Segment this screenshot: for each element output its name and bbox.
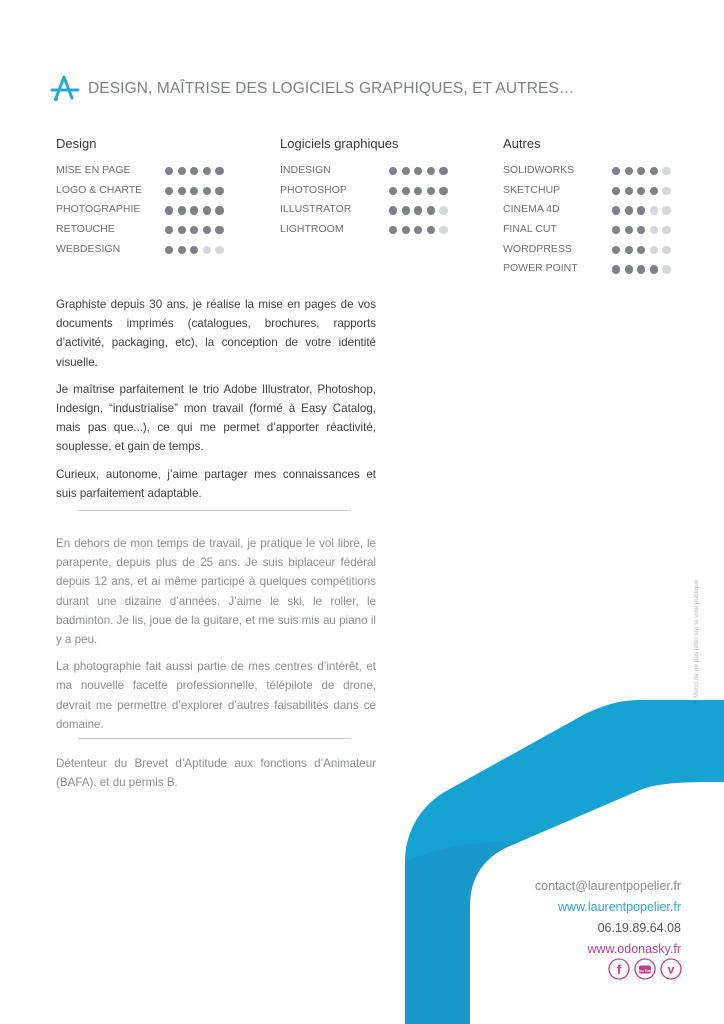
rating-dot-empty: [662, 167, 670, 175]
divider: [78, 510, 351, 511]
rating-dot-empty: [650, 226, 658, 234]
rating-dot-filled: [439, 187, 447, 195]
skill-level-rating: [612, 226, 671, 234]
rating-dot-filled: [165, 226, 173, 234]
rating-dot-empty: [439, 206, 447, 214]
vimeo-icon[interactable]: [660, 958, 682, 980]
youtube-icon[interactable]: [634, 958, 656, 980]
skill-row: [56, 201, 246, 221]
contact-block: [535, 876, 681, 960]
rating-dot-filled: [389, 167, 397, 175]
skill-name: PHOTOGRAPHIE: [56, 203, 141, 216]
rating-dot-empty: [203, 246, 211, 254]
skill-name: LIGHTROOM: [280, 223, 344, 236]
skill-level-rating: [389, 206, 448, 214]
skills-column-others: [503, 134, 693, 280]
rating-dot-filled: [203, 167, 211, 175]
skills-column-software: [280, 134, 470, 241]
skill-name: POWER POINT: [503, 262, 578, 275]
rating-dot-empty: [215, 246, 223, 254]
rating-dot-filled: [190, 226, 198, 234]
rating-dot-filled: [402, 206, 410, 214]
vertical-note-text: Merci de ne pas jeter sur la voie publique: [693, 579, 700, 698]
rating-dot-filled: [414, 226, 422, 234]
contact-website-2[interactable]: www.odonasky.fr: [587, 942, 681, 956]
skill-name: CINEMA 4D: [503, 203, 560, 216]
skills-column-design: [56, 134, 246, 260]
skill-level-rating: [389, 187, 448, 195]
rating-dot-filled: [625, 167, 633, 175]
rating-dot-filled: [414, 187, 422, 195]
rating-dot-filled: [625, 206, 633, 214]
column-title: Design: [56, 136, 97, 151]
skill-row: [503, 221, 693, 241]
rating-dot-empty: [439, 226, 447, 234]
skill-name: ILLUSTRATOR: [280, 203, 352, 216]
skill-level-rating: [165, 246, 224, 254]
rating-dot-filled: [650, 265, 658, 273]
rating-dot-filled: [414, 167, 422, 175]
rating-dot-filled: [625, 187, 633, 195]
skill-row: [503, 260, 693, 280]
skill-level-rating: [165, 226, 224, 234]
skill-row: [280, 221, 470, 241]
rating-dot-filled: [178, 187, 186, 195]
skill-level-rating: [389, 226, 448, 234]
rating-dot-filled: [625, 246, 633, 254]
rating-dot-filled: [190, 246, 198, 254]
rating-dot-filled: [165, 206, 173, 214]
rating-dot-filled: [414, 206, 422, 214]
rating-dot-filled: [215, 167, 223, 175]
svg-text:v: v: [667, 962, 675, 977]
rating-dot-filled: [650, 187, 658, 195]
rating-dot-filled: [625, 226, 633, 234]
skill-name: MISE EN PAGE: [56, 164, 131, 176]
vertical-note: [691, 540, 703, 700]
skill-name: SKETCHUP: [503, 183, 561, 196]
rating-dot-filled: [427, 226, 435, 234]
skill-level-rating: [612, 246, 671, 254]
rating-dot-filled: [427, 167, 435, 175]
rating-dot-empty: [662, 246, 670, 254]
rating-dot-empty: [650, 206, 658, 214]
skill-level-rating: [612, 265, 671, 273]
rating-dot-filled: [402, 187, 410, 195]
rating-dot-filled: [203, 206, 211, 214]
column-title: Logiciels graphiques: [280, 136, 399, 151]
intro-text: [56, 295, 376, 511]
rating-dot-filled: [389, 187, 397, 195]
rating-dot-filled: [612, 187, 620, 195]
rating-dot-filled: [402, 167, 410, 175]
rating-dot-filled: [215, 187, 223, 195]
divider: [78, 738, 351, 739]
app-store-logo-icon: [50, 74, 80, 104]
hobbies-text: [56, 534, 376, 742]
skill-name: WORDPRESS: [503, 242, 572, 255]
skill-row: [503, 182, 693, 202]
rating-dot-filled: [427, 187, 435, 195]
skill-row: [280, 162, 470, 182]
rating-dot-filled: [178, 226, 186, 234]
skill-name: FINAL CUT: [503, 223, 557, 236]
rating-dot-filled: [637, 187, 645, 195]
skill-level-rating: [612, 167, 671, 175]
rating-dot-empty: [662, 187, 670, 195]
rating-dot-filled: [650, 167, 658, 175]
hobbies-paragraph: En dehors de mon temps de travail, je pratique le vol libre, le parapente, depuis plus de 25 ans. Je suis biplaceur fédéral depuis 12 ans, et ai même participé à quelques compétitions durant une dizaine d’années. J’aime le ski, le roller, le badminton. Je lis, joue de la guitare, et me suis mis au piano il y a peu.: [56, 537, 376, 647]
skill-row: [56, 241, 246, 261]
rating-dot-filled: [165, 246, 173, 254]
rating-dot-filled: [612, 246, 620, 254]
skill-name: SOLIDWORKS: [503, 164, 575, 176]
rating-dot-filled: [203, 226, 211, 234]
skill-name: RETOUCHE: [56, 223, 115, 236]
rating-dot-filled: [625, 265, 633, 273]
rating-dot-filled: [637, 226, 645, 234]
svg-text:f: f: [616, 962, 622, 977]
rating-dot-filled: [637, 246, 645, 254]
rating-dot-filled: [178, 167, 186, 175]
column-title: Autres: [503, 136, 541, 151]
svg-text:You Tube: You Tube: [637, 969, 653, 973]
skill-level-rating: [389, 167, 448, 175]
social-links: [608, 958, 682, 980]
rating-dot-filled: [203, 187, 211, 195]
rating-dot-filled: [637, 206, 645, 214]
skill-level-rating: [165, 206, 224, 214]
skill-row: [280, 182, 470, 202]
section-title: DESIGN, MAÎTRISE DES LOGICIELS GRAPHIQUES, ET AUTRES…: [88, 80, 575, 97]
skill-name: WEBDESIGN: [56, 242, 121, 255]
rating-dot-filled: [389, 226, 397, 234]
intro-paragraph: Je maîtrise parfaitement le trio Adobe Illustrator, Photoshop, Indesign, “industrialise” mon travail (formé à Easy Catalog, mais pas que...), ce qui me permet d’apporter réactivité, souplesse, et gain de temps.: [56, 382, 376, 454]
rating-dot-filled: [389, 206, 397, 214]
skill-row: [280, 201, 470, 221]
rating-dot-empty: [662, 265, 670, 273]
rating-dot-filled: [439, 167, 447, 175]
skill-row: [503, 162, 693, 182]
contact-email[interactable]: contact@laurentpopelier.fr: [534, 879, 681, 893]
rating-dot-filled: [637, 167, 645, 175]
skill-row: [56, 221, 246, 241]
extra-text: [56, 754, 376, 800]
facebook-icon[interactable]: [608, 958, 630, 980]
rating-dot-filled: [402, 226, 410, 234]
skill-level-rating: [165, 167, 224, 175]
skill-row: [56, 162, 246, 182]
rating-dot-filled: [165, 187, 173, 195]
rating-dot-filled: [190, 187, 198, 195]
rating-dot-filled: [215, 206, 223, 214]
rating-dot-filled: [612, 226, 620, 234]
intro-paragraph: Graphiste depuis 30 ans, je réalise la mise en pages de vos documents imprimés (catalogues, brochures, rapports d’activité, packaging, etc), la conception de votre identité visuelle.: [56, 298, 376, 369]
rating-dot-filled: [178, 246, 186, 254]
rating-dot-filled: [427, 206, 435, 214]
extra-paragraph: Détenteur du Brevet d’Aptitude aux fonctions d’Animateur (BAFA), et du permis B.: [56, 757, 376, 790]
skill-level-rating: [612, 206, 671, 214]
rating-dot-filled: [612, 167, 620, 175]
skill-level-rating: [165, 187, 224, 195]
contact-website[interactable]: www.laurentpopelier.fr: [558, 900, 681, 914]
skill-name: LOGO & CHARTE: [56, 183, 143, 196]
rating-dot-filled: [190, 206, 198, 214]
rating-dot-empty: [662, 206, 670, 214]
skill-name: INDESIGN: [280, 164, 331, 176]
rating-dot-filled: [215, 226, 223, 234]
rating-dot-empty: [650, 246, 658, 254]
rating-dot-filled: [612, 265, 620, 273]
rating-dot-filled: [637, 265, 645, 273]
rating-dot-filled: [178, 206, 186, 214]
intro-paragraph: Curieux, autonome, j’aime partager mes connaissances et suis parfaitement adaptable.: [56, 467, 376, 500]
skill-row: [503, 241, 693, 261]
contact-phone: 06.19.89.64.08: [597, 921, 681, 935]
rating-dot-filled: [190, 167, 198, 175]
rating-dot-filled: [612, 206, 620, 214]
rating-dot-empty: [662, 226, 670, 234]
hobbies-paragraph: La photographie fait aussi partie de mes centres d’intérêt, et ma nouvelle facette professionnelle, télépilote de drone, devrait me permettre d’explorer d’autres faisabilités dans ce domaine.: [56, 660, 376, 731]
rating-dot-filled: [165, 167, 173, 175]
skill-row: [56, 182, 246, 202]
skill-name: PHOTOSHOP: [280, 183, 347, 196]
skill-level-rating: [612, 187, 671, 195]
skill-row: [503, 201, 693, 221]
